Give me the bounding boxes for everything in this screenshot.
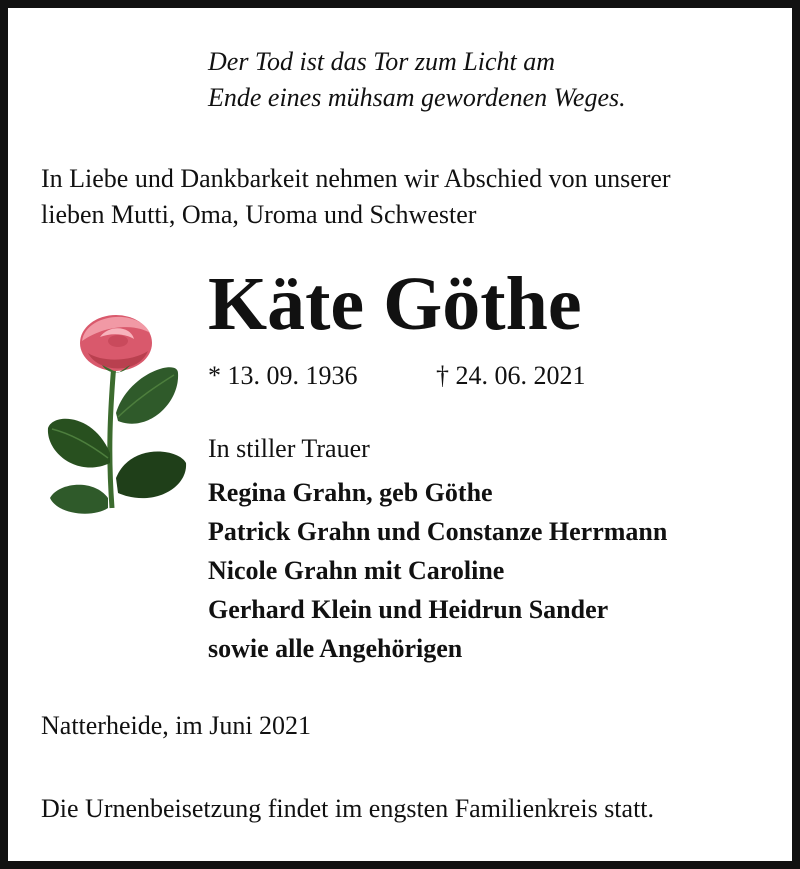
mourner-name: Gerhard Klein und Heidrun Sander (208, 595, 609, 624)
motto-line-2: Ende eines mühsam gewordenen Weges. (208, 83, 626, 112)
mourner-name: Nicole Grahn mit Caroline (208, 556, 505, 585)
intro-line-2: lieben Mutti, Oma, Uroma und Schwester (41, 200, 477, 229)
birth-date: * 13. 09. 1936 (208, 361, 358, 390)
mourner-name: sowie alle Angehörigen (208, 634, 463, 663)
place-and-date: Natterheide, im Juni 2021 (41, 711, 312, 740)
mourning-intro: In stiller Trauer (208, 434, 370, 463)
mourners-list (208, 473, 667, 668)
motto-line-1: Der Tod ist das Tor zum Licht am (208, 47, 556, 76)
mourner-name: Patrick Grahn und Constanze Herrmann (208, 517, 668, 546)
motto-quote (208, 44, 626, 116)
rose-icon (38, 303, 198, 518)
burial-note: Die Urnenbeisetzung findet im engsten Familienkreis statt. (41, 794, 655, 823)
intro-line-1: In Liebe und Dankbarkeit nehmen wir Abschied von unserer (41, 164, 671, 193)
deceased-name: Käte Göthe (208, 262, 582, 346)
intro-text (41, 161, 671, 233)
death-date: † 24. 06. 2021 (436, 361, 586, 390)
mourner-name: Regina Grahn, geb Göthe (208, 478, 493, 507)
